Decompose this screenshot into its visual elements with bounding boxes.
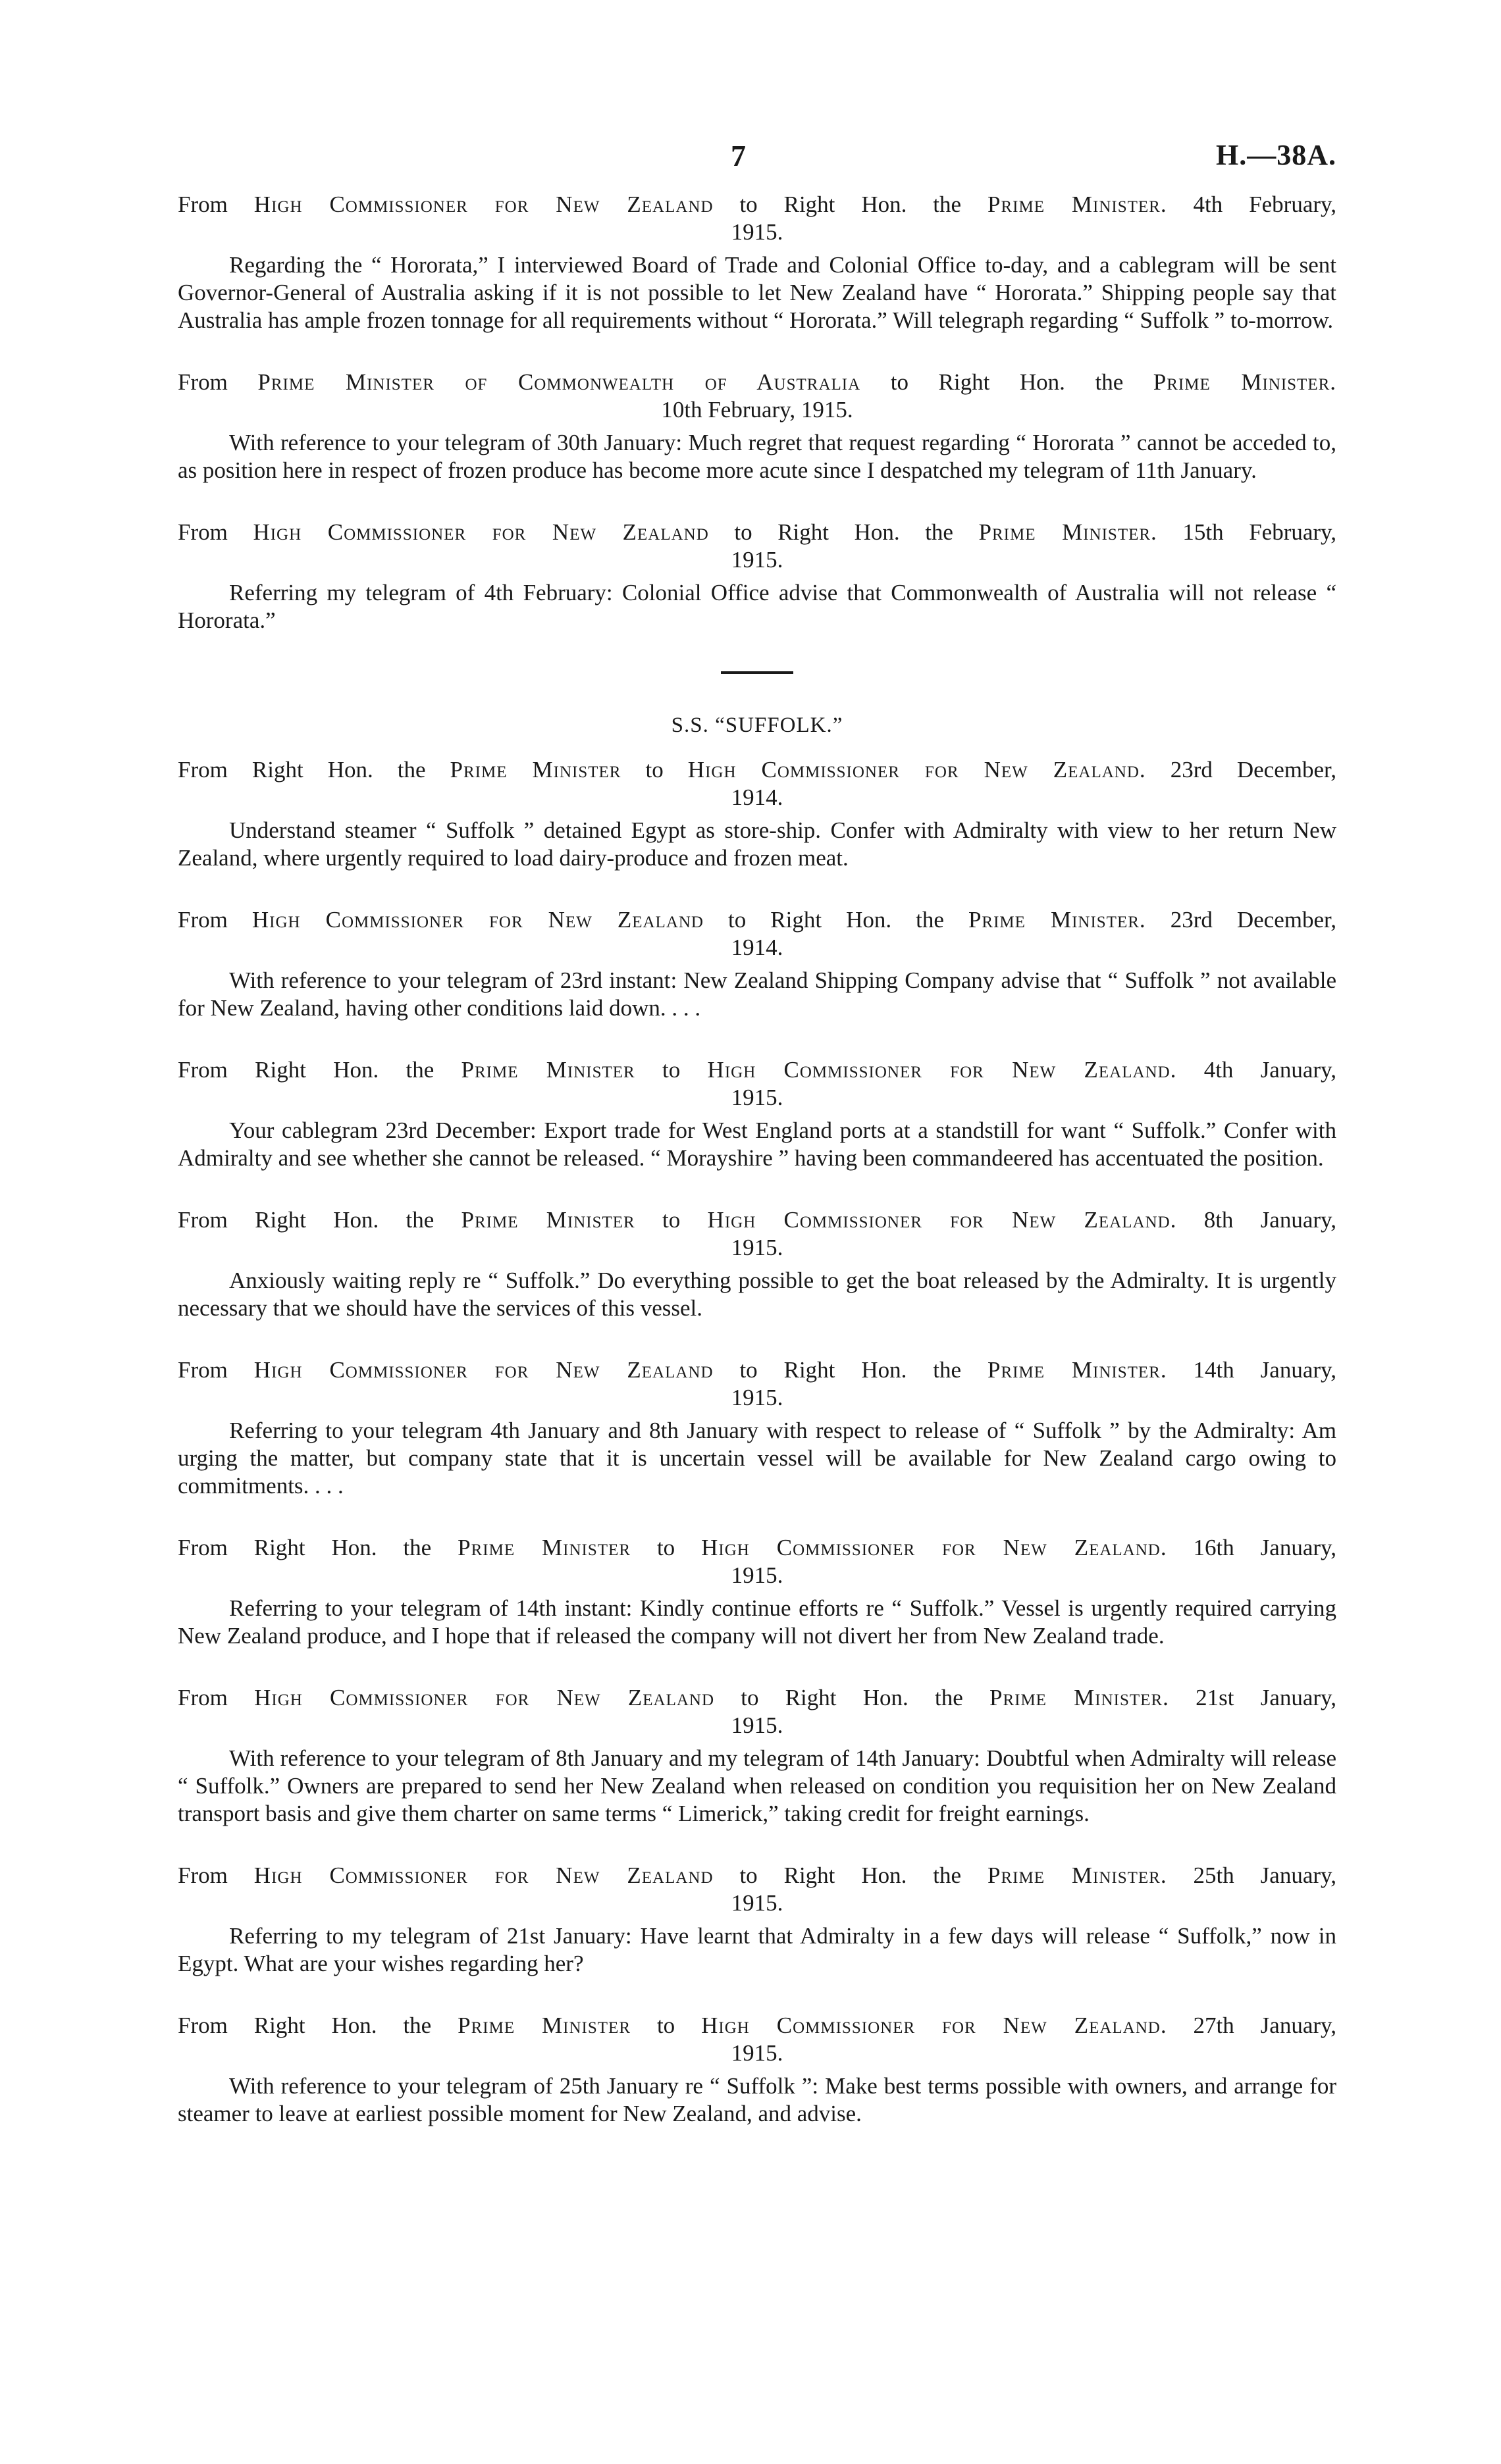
heading-date: 4th February, xyxy=(1193,192,1337,217)
heading-sender: Prime Minister xyxy=(458,1535,631,1560)
heading-date: 27th January, xyxy=(1193,2013,1336,2038)
telegram-message xyxy=(178,191,1336,334)
message-body: With reference to your telegram of 25th January re “ Suffolk ”: Make best terms possible with owners, and arrange for steamer to leave at earliest possible moment for New Zealand, and advise. xyxy=(178,2073,1336,2126)
heading-to: to Right Hon. the xyxy=(739,192,962,217)
heading-sender: Prime Minister xyxy=(461,1057,635,1083)
document-page xyxy=(178,138,1336,2128)
heading-sender: Prime Minister xyxy=(450,757,621,783)
message-body: Referring to your telegram of 14th instant: Kindly continue efforts re “ Suffolk.” Vessel is urgently required carrying New Zealand produce, and I hope that if released the company will not divert her from New Zealand trade. xyxy=(178,1595,1336,1649)
message-heading xyxy=(178,756,1336,784)
heading-recipient: High Commissioner for New Zealand. xyxy=(707,1207,1177,1233)
heading-from: From xyxy=(178,519,228,545)
telegram-message xyxy=(178,519,1336,634)
message-heading xyxy=(178,1056,1336,1084)
heading-from: From xyxy=(178,1862,228,1888)
heading-recipient: Prime Minister. xyxy=(968,907,1146,933)
heading-sender: Prime Minister of Commonwealth of Australia xyxy=(257,369,861,395)
message-date-line: 1915. xyxy=(731,2040,783,2066)
telegram-message xyxy=(178,1862,1336,1978)
heading-sender: High Commissioner for New Zealand xyxy=(254,1685,715,1710)
heading-from: From xyxy=(178,1685,228,1710)
page-header xyxy=(178,138,1336,191)
heading-recipient: Prime Minister. xyxy=(978,519,1157,545)
heading-from: From xyxy=(178,192,228,217)
heading-to: to xyxy=(656,1535,675,1560)
heading-recipient: Prime Minister. xyxy=(988,192,1167,217)
message-heading xyxy=(178,191,1336,218)
telegram-message xyxy=(178,369,1336,484)
heading-date: 23rd December, xyxy=(1170,907,1337,933)
heading-sender: High Commissioner for New Zealand xyxy=(253,1862,714,1888)
telegram-message xyxy=(178,1206,1336,1322)
heading-from: From Right Hon. the xyxy=(178,757,426,783)
message-date-line: 1914. xyxy=(731,935,783,960)
heading-to: to Right Hon. the xyxy=(890,369,1124,395)
message-date-line: 1915. xyxy=(731,1085,783,1110)
heading-sender: High Commissioner for New Zealand xyxy=(251,907,704,933)
telegram-message xyxy=(178,1356,1336,1500)
message-body: Your cablegram 23rd December: Export trade for West England ports at a standstill for want “ Suffolk.” Confer with Admiralty and see whether she cannot be released. “ Morayshire ” having been commandeered has accentuated the position. xyxy=(178,1117,1336,1171)
heading-to: to xyxy=(645,757,664,783)
message-body: Referring to my telegram of 21st January: Have learnt that Admiralty in a few days will release “ Suffolk,” now in Egypt. What are your wishes regarding her? xyxy=(178,1923,1336,1976)
heading-from: From Right Hon. the xyxy=(178,1057,434,1083)
heading-sender: High Commissioner for New Zealand xyxy=(253,519,709,545)
message-heading xyxy=(178,1534,1336,1562)
heading-sender: Prime Minister xyxy=(458,2013,631,2038)
heading-date: 4th January, xyxy=(1203,1057,1337,1083)
telegram-message xyxy=(178,1056,1336,1172)
message-date-line: 1915. xyxy=(731,219,783,245)
heading-to: to Right Hon. the xyxy=(741,1685,963,1710)
heading-date: 21st January, xyxy=(1196,1685,1337,1710)
heading-from: From xyxy=(178,907,228,933)
heading-recipient: High Commissioner for New Zealand. xyxy=(701,2013,1167,2038)
heading-date: 8th January, xyxy=(1203,1207,1337,1233)
message-body: Regarding the “ Hororata,” I interviewed Board of Trade and Colonial Office to-day, and a cablegram will be sent Governor-General of Australia asking if it is not possible to let New Zealand have “ Hororata.” Shipping people say that Australia has ample frozen tonnage for all requirements without “ Hororata.” Will telegraph regarding “ Suffolk ” to-morrow. xyxy=(178,252,1336,333)
telegram-message xyxy=(178,906,1336,1022)
telegram-message xyxy=(178,2012,1336,2128)
heading-date: 16th January, xyxy=(1193,1535,1336,1560)
suffolk-correspondence xyxy=(178,756,1336,2128)
message-heading xyxy=(178,369,1336,396)
message-heading xyxy=(178,519,1336,546)
message-heading xyxy=(178,1206,1336,1234)
section-title: S.S. “SUFFOLK.” xyxy=(671,713,843,737)
message-body: Referring my telegram of 4th February: Colonial Office advise that Commonwealth of Australia will not release “ Hororata.” xyxy=(178,580,1336,633)
heading-from: From xyxy=(178,369,228,395)
message-heading xyxy=(178,1684,1336,1712)
heading-recipient: High Commissioner for New Zealand. xyxy=(687,757,1146,783)
heading-recipient: Prime Minister. xyxy=(989,1685,1169,1710)
message-date-line: 1915. xyxy=(731,1385,783,1410)
message-body: Anxiously waiting reply re “ Suffolk.” Do everything possible to get the boat released by the Admiralty. It is urgently necessary that we should have the services of this vessel. xyxy=(178,1268,1336,1321)
heading-date: 14th January, xyxy=(1193,1357,1337,1383)
heading-date: 23rd December, xyxy=(1170,757,1337,783)
heading-sender: High Commissioner for New Zealand xyxy=(253,192,714,217)
document-reference: H.—38A. xyxy=(1216,139,1336,171)
heading-recipient: Prime Minister. xyxy=(988,1357,1167,1383)
message-body: With reference to your telegram of 23rd instant: New Zealand Shipping Company advise that “ Suffolk ” not available for New Zealand, having other conditions laid down. . . . xyxy=(178,967,1336,1021)
message-heading xyxy=(178,2012,1336,2040)
heading-sender: Prime Minister xyxy=(461,1207,635,1233)
heading-to: to Right Hon. the xyxy=(734,519,953,545)
message-date-line: 1915. xyxy=(731,1235,783,1260)
message-date-line: 1914. xyxy=(731,784,783,810)
heading-to: to Right Hon. the xyxy=(739,1357,962,1383)
message-date-line: 1915. xyxy=(731,547,783,573)
heading-recipient: Prime Minister. xyxy=(988,1862,1167,1888)
heading-recipient: High Commissioner for New Zealand. xyxy=(701,1535,1167,1560)
message-heading xyxy=(178,1356,1336,1384)
heading-to: to Right Hon. the xyxy=(739,1862,962,1888)
message-date-line: 1915. xyxy=(731,1562,783,1588)
message-date-line: 1915. xyxy=(731,1890,783,1916)
telegram-message xyxy=(178,1684,1336,1828)
heading-from: From xyxy=(178,1357,228,1383)
telegram-message xyxy=(178,1534,1336,1650)
heading-to: to xyxy=(662,1207,681,1233)
page-number: 7 xyxy=(731,139,746,172)
heading-from: From Right Hon. the xyxy=(178,1535,432,1560)
message-body: With reference to your telegram of 8th January and my telegram of 14th January: Doubtful when Admiralty will release “ Suffolk.” Owners are prepared to send her New Zealand when released on condition you requisition her on New Zealand transport basis and give them charter on same terms “ Limerick,” taking credit for freight earnings. xyxy=(178,1745,1336,1826)
heading-recipient: Prime Minister. xyxy=(1153,369,1337,395)
heading-date: 25th January, xyxy=(1193,1862,1337,1888)
heading-sender: High Commissioner for New Zealand xyxy=(253,1357,714,1383)
message-date-line: 10th February, 1915. xyxy=(661,397,853,423)
heading-to: to Right Hon. the xyxy=(728,907,944,933)
message-date-line: 1915. xyxy=(731,1712,783,1738)
section-divider xyxy=(721,671,793,674)
message-body: Understand steamer “ Suffolk ” detained Egypt as store-ship. Confer with Admiralty with view to her return New Zealand, where urgently required to load dairy-produce and frozen meat. xyxy=(178,817,1336,871)
heading-from: From Right Hon. the xyxy=(178,2013,432,2038)
heading-from: From Right Hon. the xyxy=(178,1207,434,1233)
message-heading xyxy=(178,906,1336,934)
heading-recipient: High Commissioner for New Zealand. xyxy=(707,1057,1177,1083)
message-heading xyxy=(178,1862,1336,1889)
hororata-correspondence xyxy=(178,191,1336,634)
heading-to: to xyxy=(662,1057,681,1083)
message-body: Referring to your telegram 4th January and 8th January with respect to release of “ Suffolk ” by the Admiralty: Am urging the matter, but company state that it is uncertain vessel will be available for New Zealand cargo owing to commitments. . . . xyxy=(178,1418,1336,1499)
heading-date: 15th February, xyxy=(1182,519,1337,545)
message-body: With reference to your telegram of 30th January: Much regret that request regarding “ Hororata ” cannot be acceded to, as position here in respect of frozen produce has become more acute since I despatched my telegram of 11th January. xyxy=(178,430,1336,483)
heading-to: to xyxy=(656,2013,675,2038)
telegram-message xyxy=(178,756,1336,872)
